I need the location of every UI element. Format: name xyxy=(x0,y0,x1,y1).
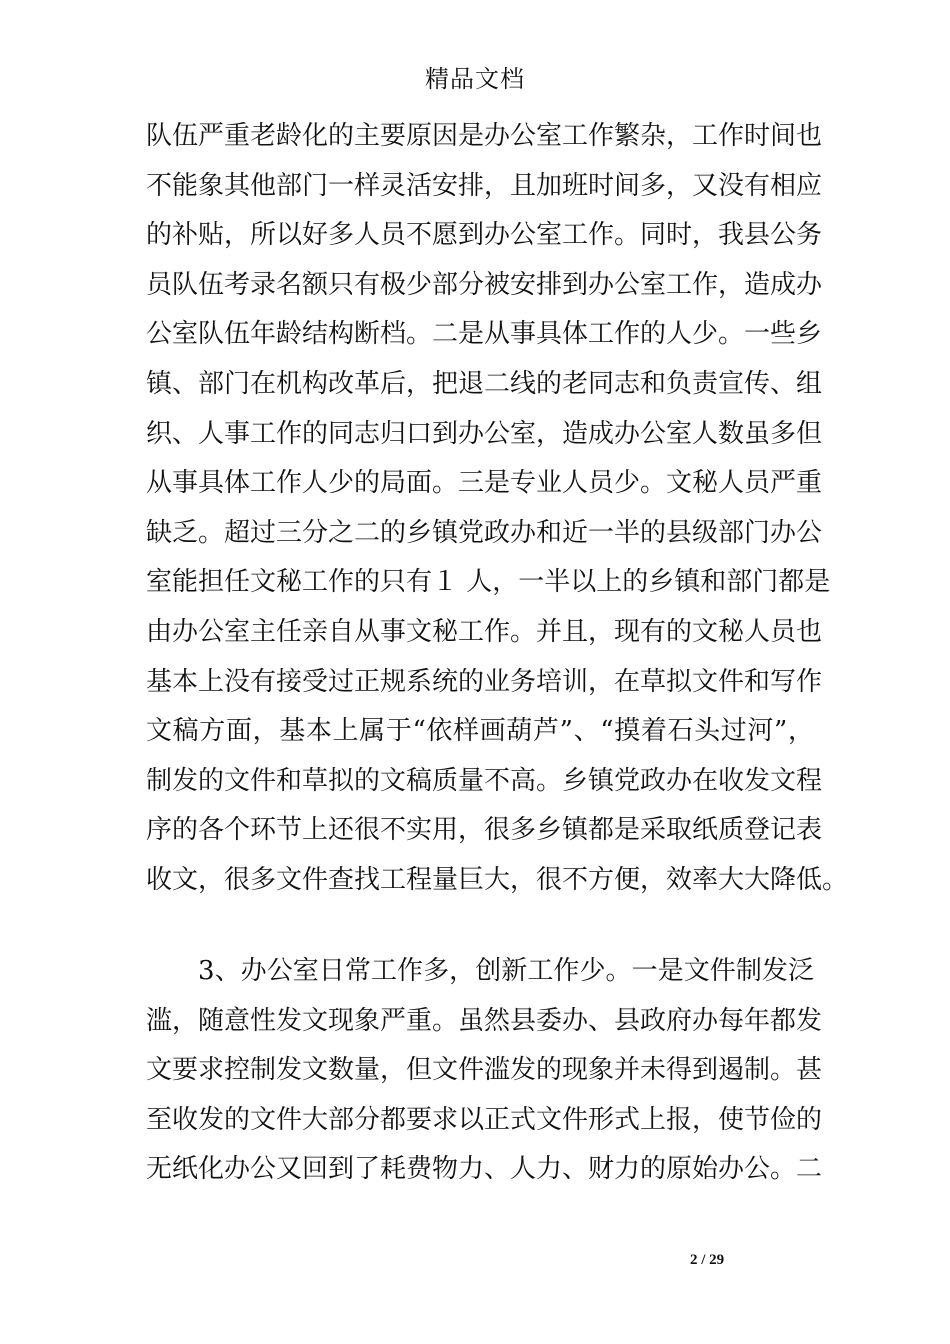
text-line: 员队伍考录名额只有极少部分被安排到办公室工作，造成办 xyxy=(146,269,823,300)
text-line: 无纸化办公又回到了耗费物力、人力、财力的原始办公。二 xyxy=(146,1154,823,1185)
body-paragraph-1 xyxy=(146,112,849,906)
text-line: 文要求控制发文数量，但文件滥发的现象并未得到遏制。甚 xyxy=(146,1055,823,1086)
text-line: 从事具体工作人少的局面。三是专业人员少。文秘人员严重 xyxy=(146,468,823,499)
text-line: 序的各个环节上还很不实用，很多乡镇都是采取纸质登记表 xyxy=(146,815,823,846)
text-line: 室能担任文秘工作的只有１ 人，一半以上的乡镇和部门都是 xyxy=(146,567,831,598)
text-line: 收文，很多文件查找工程量巨大，很不方便，效率大大降低。 xyxy=(146,864,849,895)
text-line: 文稿方面，基本上属于“依样画葫芦”、“摸着石头过河”， xyxy=(146,716,814,747)
text-line: 公室队伍年龄结构断档。二是从事具体工作的人少。一些乡 xyxy=(146,319,823,350)
text-line: 镇、部门在机构改革后，把退二线的老同志和负责宣传、组 xyxy=(146,368,823,399)
text-line: 缺乏。超过三分之二的乡镇党政办和近一半的县级部门办公 xyxy=(146,517,823,548)
text-line: 队伍严重老龄化的主要原因是办公室工作繁杂，工作时间也 xyxy=(146,121,823,151)
page-header-title: 精品文档 xyxy=(425,65,525,93)
text-line: 至收发的文件大部分都要求以正式文件形式上报，使节俭的 xyxy=(146,1104,823,1135)
page-number: 2 / 29 xyxy=(690,1252,725,1268)
text-line-indented: 3、办公室日常工作多，创新工作少。一是文件制发泛 xyxy=(198,956,814,986)
body-paragraph-2 xyxy=(146,947,823,1195)
text-line: 基本上没有接受过正规系统的业务培训，在草拟文件和写作 xyxy=(146,666,823,697)
text-line: 由办公室主任亲自从事文秘工作。并且，现有的文秘人员也 xyxy=(146,616,823,647)
text-line: 制发的文件和草拟的文稿质量不高。乡镇党政办在收发文程 xyxy=(146,765,823,796)
text-line: 滥，随意性发文现象严重。虽然县委办、县政府办每年都发 xyxy=(146,1005,823,1036)
text-line: 不能象其他部门一样灵活安排，且加班时间多，又没有相应 xyxy=(146,170,823,201)
text-line: 织、人事工作的同志归口到办公室，造成办公室人数虽多但 xyxy=(146,418,823,449)
text-line: 的补贴，所以好多人员不愿到办公室工作。同时，我县公务 xyxy=(146,220,823,251)
